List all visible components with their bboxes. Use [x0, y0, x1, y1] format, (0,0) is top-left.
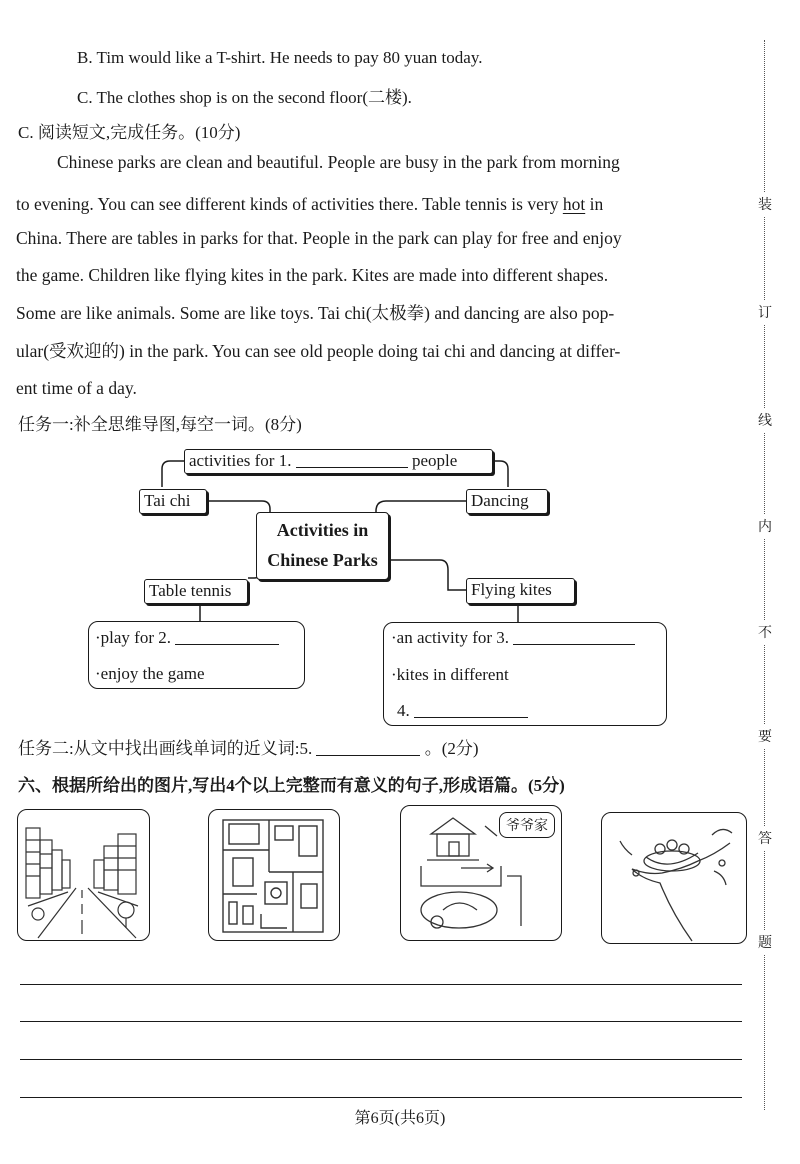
passage-line-4: the game. Children like flying kites in the park. Kites are made into different shapes.: [16, 265, 609, 285]
writing-line-1[interactable]: [20, 984, 742, 985]
task2-prefix: 任务二:从文中找出画线单词的近义词:5.: [18, 739, 313, 758]
tt-item-2: ·enjoy the game: [95, 664, 205, 683]
connector-top-right: [491, 461, 508, 487]
flying-kites-details: [383, 622, 667, 726]
underlined-word: hot: [562, 194, 586, 214]
connector-dancing: [376, 501, 466, 518]
fk-item-1-text: ·an activity for 3.: [391, 628, 510, 647]
center-box: [256, 512, 389, 580]
top-box-prefix: activities for 1.: [189, 451, 292, 470]
option-b: B. Tim would like a T-shirt. He needs to pay 80 yuan today.: [77, 48, 483, 67]
nest-image: [602, 813, 746, 943]
top-box: [184, 449, 493, 474]
fk-item-2: ·kites in different: [391, 665, 509, 684]
fk-item-1: [391, 628, 635, 648]
tai-chi-box: Tai chi: [139, 489, 207, 514]
passage-line-1: Chinese parks are clean and beautiful. People are busy in the park from morning: [57, 152, 620, 172]
blank-5[interactable]: [316, 739, 420, 756]
top-box-suffix: people: [411, 451, 458, 470]
picture-map: [400, 805, 562, 941]
tt-item-1: [95, 628, 279, 648]
picture-nest: [601, 812, 747, 944]
dancing-box: Dancing: [466, 489, 548, 514]
blank-2[interactable]: [175, 628, 279, 645]
binding-char-4: 内: [757, 514, 773, 538]
table-tennis-details: [88, 621, 305, 689]
flying-kites-box: Flying kites: [466, 578, 575, 604]
passage-line-5: Some are like animals. Some are like toys. Tai chi(太极拳) and dancing are also pop-: [16, 303, 615, 323]
section6-title: 六、根据所给出的图片,写出4个以上完整而有意义的句子,形成语篇。(5分): [18, 776, 565, 795]
page-footer: 第6页(共6页): [354, 1110, 446, 1127]
connector-kites: [387, 560, 466, 590]
fk-item-3-text: 4.: [397, 701, 410, 720]
picture-floorplan: [208, 809, 340, 941]
binding-char-3: 线: [757, 408, 773, 432]
connector-top-left: [162, 461, 184, 487]
passage-line-3: China. There are tables in parks for that. People in the park can play for free and enjoy: [16, 228, 622, 248]
binding-char-2: 订: [757, 300, 773, 324]
passage-line-6: ular(受欢迎的) in the park. You can see old people doing tai chi and dancing at differ-: [16, 341, 621, 361]
picture-street: [17, 809, 150, 941]
street-image: [18, 810, 149, 940]
task1-title: 任务一:补全思维导图,每空一词。(8分): [18, 415, 302, 434]
blank-3[interactable]: [513, 628, 635, 645]
passage-line-2-tail: in: [589, 194, 604, 214]
writing-line-3[interactable]: [20, 1059, 742, 1060]
passage-line-7: ent time of a day.: [16, 378, 137, 398]
fk-item-3: [397, 701, 528, 721]
passage-line-2-text: to evening. You can see different kinds of activities there. Table tennis is very: [16, 194, 559, 214]
task2: [18, 738, 479, 760]
section-c-title: C. 阅读短文,完成任务。(10分): [18, 123, 241, 142]
center-line-1: Activities in: [276, 520, 369, 540]
table-tennis-box: Table tennis: [144, 579, 248, 604]
tt-item-1-text: ·play for 2.: [95, 628, 172, 647]
writing-line-2[interactable]: [20, 1021, 742, 1022]
binding-char-1: 装: [757, 192, 773, 216]
binding-char-5: 不: [757, 620, 773, 644]
task2-suffix: 。(2分): [424, 739, 479, 758]
center-line-2: Chinese Parks: [267, 550, 378, 570]
blank-1[interactable]: [296, 451, 408, 468]
floorplan-image: [209, 810, 339, 940]
binding-char-7: 答: [757, 826, 773, 850]
binding-char-8: 题: [757, 930, 773, 954]
binding-char-6: 要: [757, 724, 773, 748]
writing-line-4[interactable]: [20, 1097, 742, 1098]
option-c: C. The clothes shop is on the second floor(二楼).: [77, 88, 412, 107]
blank-4[interactable]: [414, 701, 528, 718]
speech-bubble: 爷爷家: [499, 812, 555, 838]
